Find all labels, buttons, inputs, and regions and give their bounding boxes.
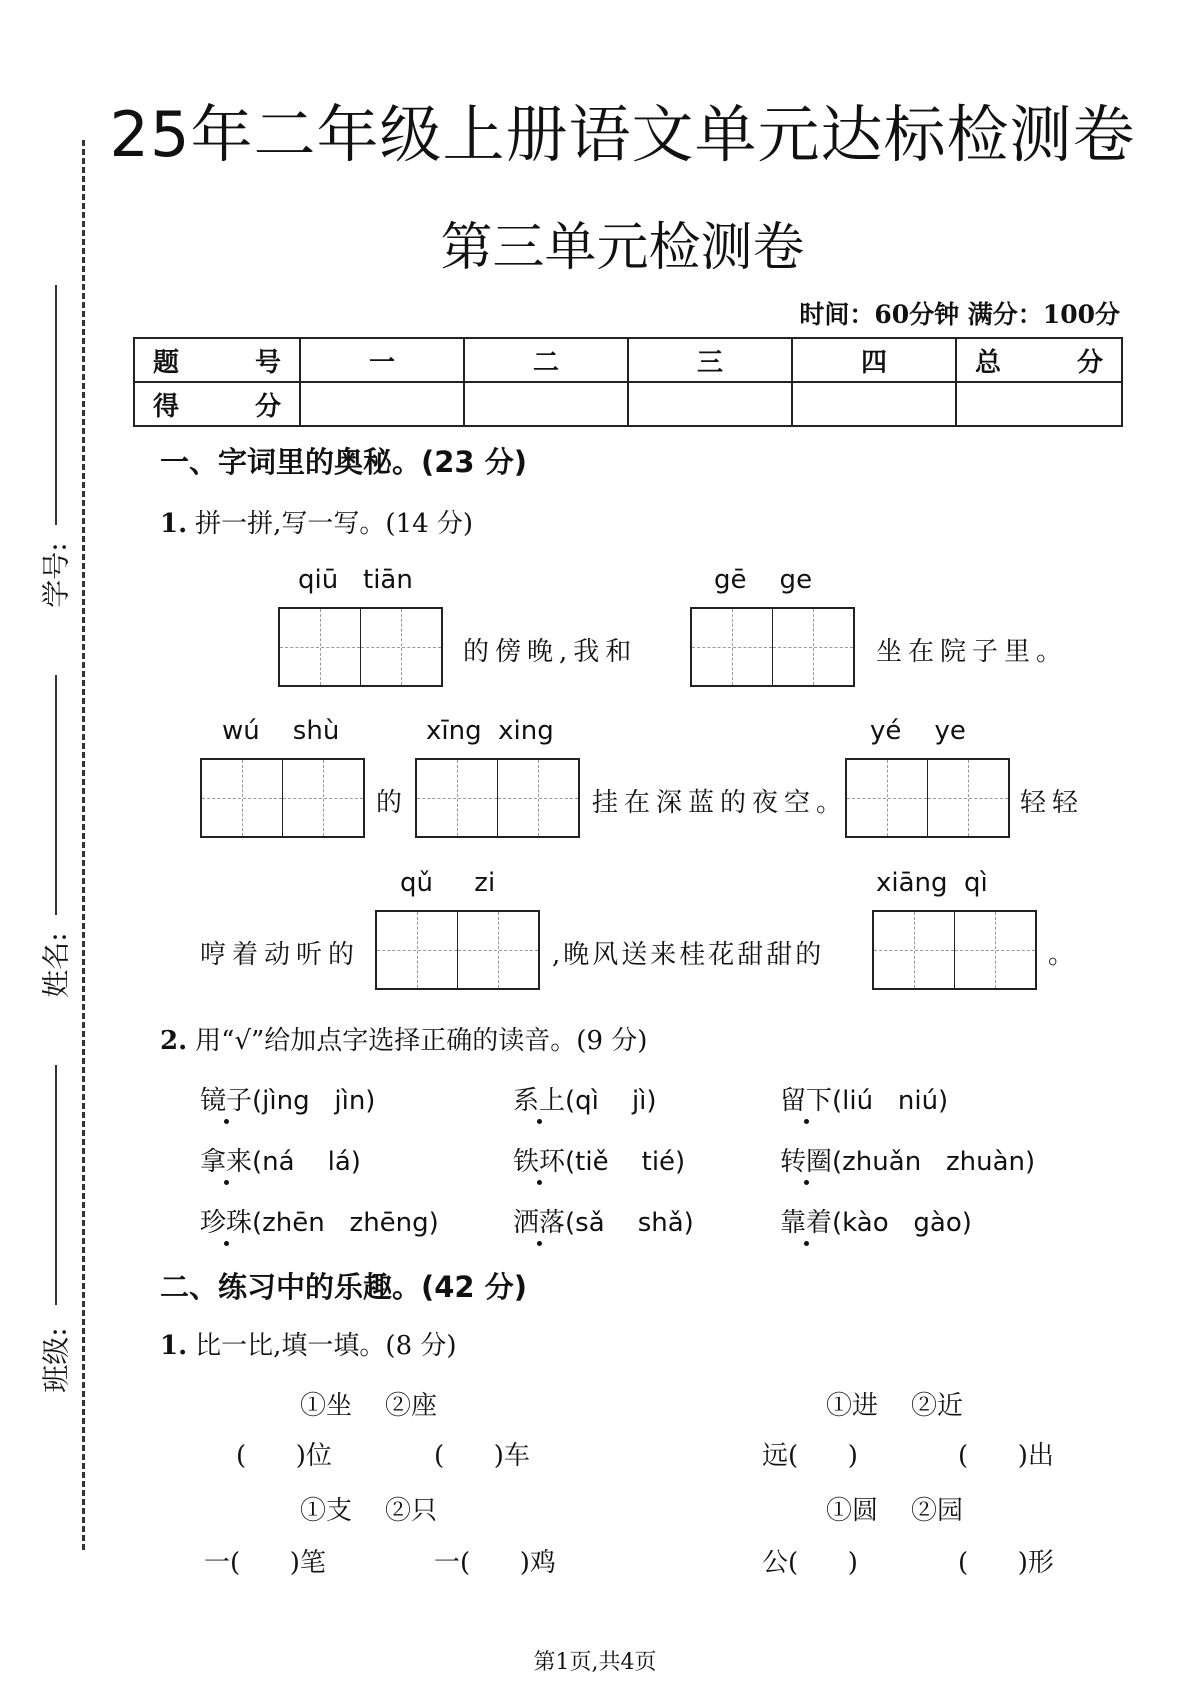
score-input-cell[interactable] <box>628 382 792 426</box>
pinyin-options: (kào gào) <box>832 1208 972 1238</box>
word: 镜子 <box>200 1086 253 1116</box>
fill-blank[interactable]: 公( ) <box>762 1548 858 1578</box>
question-text: 拼一拼,写一写。(14 分) <box>195 509 474 539</box>
page-footer: 第1页,共4页 <box>533 1650 657 1675</box>
question-number: 1. <box>160 509 188 539</box>
sentence-text: 哼着动听的 <box>200 940 361 970</box>
question-1-2 <box>160 1020 647 1057</box>
reading-choice[interactable] <box>513 1202 694 1239</box>
student-id-line <box>55 285 57 525</box>
class-line <box>55 1065 57 1305</box>
score-table-score-row <box>134 382 1122 426</box>
word: 系上 <box>513 1086 566 1116</box>
score-input-cell[interactable] <box>956 382 1122 426</box>
score-table-header-row <box>134 338 1122 382</box>
reading-choice[interactable] <box>780 1141 1035 1178</box>
word: 留下 <box>780 1086 833 1116</box>
char-choices: ①进 ②近 <box>826 1391 964 1421</box>
writing-box[interactable] <box>845 758 1010 838</box>
sentence-text: 的傍晚,我和 <box>463 637 638 667</box>
page-subtitle: 第三单元检测卷 <box>440 218 805 278</box>
section-1-title: 一、字词里的奥秘。(23 分) <box>160 445 527 479</box>
section-2-title: 二、练习中的乐趣。(42 分) <box>160 1270 527 1304</box>
writing-box[interactable] <box>415 758 580 838</box>
fill-blank[interactable]: 远( ) <box>762 1441 858 1471</box>
pinyin-hint: xīng xing <box>426 716 554 746</box>
pinyin-options: (tiě tié) <box>565 1147 686 1177</box>
writing-box[interactable] <box>690 607 855 687</box>
pinyin-hint: yé ye <box>870 716 966 746</box>
reading-choice[interactable] <box>200 1141 361 1178</box>
pinyin-options: (sǎ shǎ) <box>565 1208 694 1238</box>
score-table <box>133 337 1123 427</box>
reading-choice[interactable] <box>200 1080 375 1117</box>
char-choices: ①坐 ②座 <box>300 1391 438 1421</box>
name-label: 姓名: <box>39 932 73 998</box>
reading-choice[interactable] <box>200 1202 439 1239</box>
pinyin-options: (zhuǎn zhuàn) <box>832 1147 1036 1177</box>
question-text: 用“√”给加点字选择正确的读音。(9 分) <box>195 1026 648 1056</box>
word: 转圈 <box>780 1147 833 1177</box>
sentence-text: 挂在深蓝的夜空。 <box>592 788 849 818</box>
sentence-text: 坐在院子里。 <box>876 637 1069 667</box>
pinyin-options: (ná lá) <box>252 1147 361 1177</box>
writing-box[interactable] <box>278 607 443 687</box>
pinyin-hint: gē ge <box>714 565 813 595</box>
pinyin-hint: qiū tiān <box>298 565 413 595</box>
fill-blank[interactable]: ( )车 <box>434 1441 530 1471</box>
word: 拿来 <box>200 1147 253 1177</box>
question-number: 2. <box>160 1026 188 1056</box>
class-label: 班级: <box>39 1327 73 1393</box>
score-header-cell: 总 分 <box>956 338 1122 382</box>
score-header-cell: 四 <box>792 338 956 382</box>
score-header-cell: 三 <box>628 338 792 382</box>
writing-box[interactable] <box>872 910 1037 990</box>
reading-choice[interactable] <box>513 1141 685 1178</box>
fill-blank[interactable]: ( )形 <box>958 1548 1054 1578</box>
pinyin-hint: wú shù <box>222 716 340 746</box>
question-number: 1. <box>160 1331 188 1361</box>
sentence-text: 。 <box>1048 940 1081 970</box>
page-title: 25年二年级上册语文单元达标检测卷 <box>109 98 1136 171</box>
name-line <box>55 675 57 915</box>
score-input-cell[interactable] <box>792 382 956 426</box>
score-input-cell[interactable] <box>464 382 628 426</box>
writing-box[interactable] <box>375 910 540 990</box>
word: 铁环 <box>513 1147 566 1177</box>
char-choices: ①支 ②只 <box>300 1496 438 1526</box>
fill-blank[interactable]: ( )出 <box>958 1441 1054 1471</box>
score-row-label: 得 分 <box>134 382 300 426</box>
reading-choice[interactable] <box>780 1202 972 1239</box>
fill-blank[interactable]: ( )位 <box>236 1441 332 1471</box>
pinyin-hint: xiāng qì <box>876 868 988 898</box>
word: 靠着 <box>780 1208 833 1238</box>
binding-dashed-line <box>82 140 85 1550</box>
sentence-text: 轻轻 <box>1020 788 1085 818</box>
pinyin-options: (liú niú) <box>832 1086 949 1116</box>
student-id-label: 学号: <box>39 542 73 608</box>
question-2-1 <box>160 1325 457 1362</box>
question-1-1 <box>160 503 473 540</box>
pinyin-options: (qì jì) <box>565 1086 657 1116</box>
question-text: 比一比,填一填。(8 分) <box>195 1331 457 1361</box>
writing-box[interactable] <box>200 758 365 838</box>
char-choices: ①圆 ②园 <box>826 1496 964 1526</box>
sentence-text: ,晚风送来桂花甜甜的 <box>552 940 825 970</box>
score-input-cell[interactable] <box>300 382 464 426</box>
score-header-cell: 题 号 <box>134 338 300 382</box>
pinyin-hint: qǔ zi <box>400 868 496 898</box>
reading-choice[interactable] <box>513 1080 657 1117</box>
sentence-text: 的 <box>376 788 409 818</box>
word: 珍珠 <box>200 1208 253 1238</box>
pinyin-options: (jìng jìn) <box>252 1086 376 1116</box>
fill-blank[interactable]: 一( )鸡 <box>434 1548 556 1578</box>
fill-blank[interactable]: 一( )笔 <box>204 1548 326 1578</box>
word: 洒落 <box>513 1208 566 1238</box>
pinyin-options: (zhēn zhēng) <box>252 1208 439 1238</box>
score-header-cell: 二 <box>464 338 628 382</box>
reading-choice[interactable] <box>780 1080 948 1117</box>
score-header-cell: 一 <box>300 338 464 382</box>
exam-meta: 时间：60分钟 满分：100分 <box>799 300 1120 329</box>
